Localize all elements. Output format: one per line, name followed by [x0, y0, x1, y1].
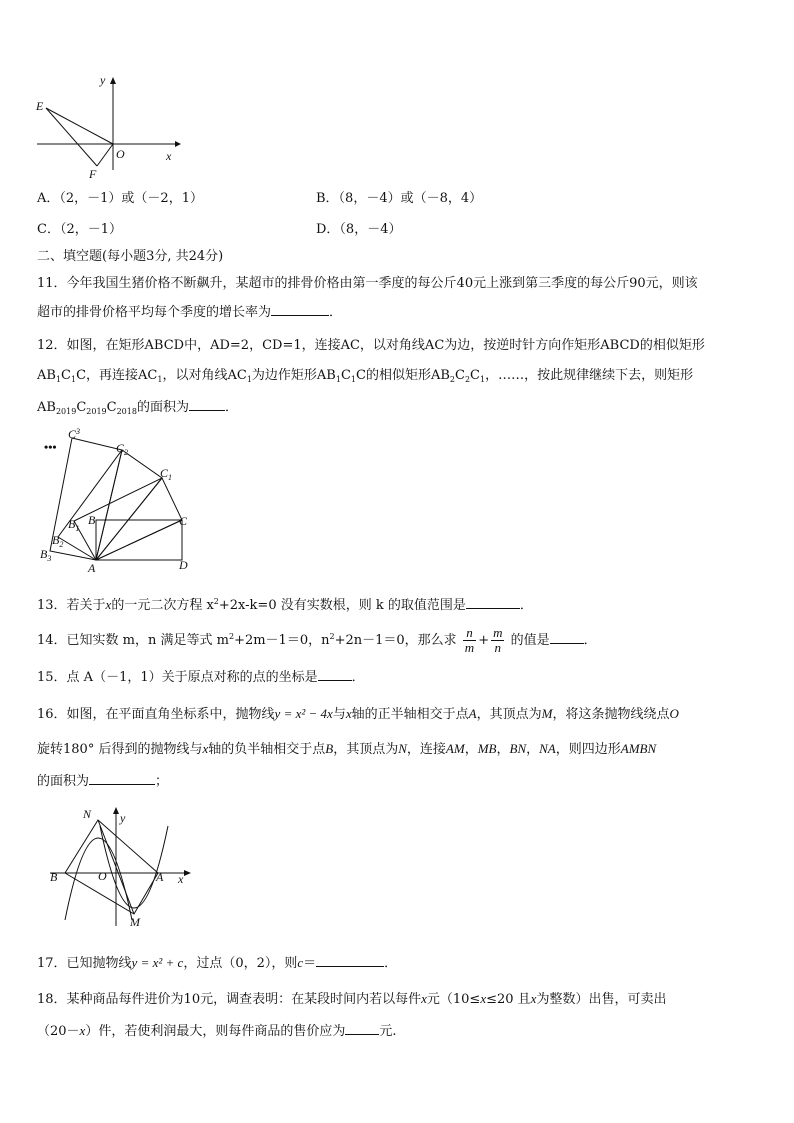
plus-sign: +: [478, 633, 490, 648]
q10-option-b: B．（8，－4）或（－8，4）: [316, 191, 483, 206]
q15-t: 15．点 A（－1，1）关于原点对称的点的坐标是: [37, 670, 318, 685]
q16-t: 16．如图，在平面直角坐标系中，抛物线: [37, 707, 275, 722]
q12-t: C: [61, 368, 71, 383]
q13-t: 的一元二次方程 x: [111, 598, 214, 613]
label-x: x: [166, 149, 172, 163]
label-y: y: [100, 73, 106, 87]
segment-fo: [97, 144, 113, 166]
segment-ef: [46, 108, 97, 166]
q18-end: 元.: [379, 1024, 397, 1039]
q17-var: c: [297, 955, 304, 970]
q14-t: 14．已知实数 m，n 满足等式 m: [37, 633, 229, 648]
q18-answer-blank: [345, 1022, 379, 1035]
q16-t: ，其顶点为: [333, 742, 399, 757]
figure-q10-coordinate: [30, 72, 190, 182]
label-a: A: [156, 870, 164, 884]
q11-end: ．: [329, 305, 343, 320]
ellipsis-dots: •••: [44, 440, 57, 454]
figure-q16-parabolas: [44, 802, 204, 930]
q12-t: C: [470, 368, 480, 383]
q12-sub: 1: [71, 375, 77, 384]
q11-text: 超市的排骨价格平均每个季度的增长率为: [37, 305, 272, 320]
label-c: C: [179, 514, 188, 528]
q12-sub: 2: [464, 375, 471, 384]
q18-line-1: [37, 988, 666, 1007]
q16-t: 轴的正半轴相交于点: [351, 707, 469, 722]
label-o: O: [98, 869, 107, 883]
q12-line-3: [37, 396, 238, 416]
q12-sub: 1: [335, 375, 341, 384]
q18-line-2: [37, 1020, 396, 1039]
label-c2-sub: 2: [124, 448, 129, 457]
q12-sub: 1: [480, 375, 486, 384]
figure-q12-similar-rectangles: [36, 424, 206, 574]
q16-t: ，其顶点为: [476, 707, 542, 722]
label-c1-sub: 1: [168, 473, 173, 482]
q16-var: B: [325, 741, 334, 756]
q18-t: 18．某种商品每件进价为10元，调查表明：在某段时间内若以每件: [37, 992, 422, 1007]
frac-num: n: [463, 626, 476, 641]
q16-expr: y = x² − 4x: [274, 706, 333, 721]
q18-t: ≤20 且: [486, 992, 531, 1007]
q11-line-1: 11．今年我国生猪价格不断飙升，某超市的排骨价格由第一季度的每公斤40元上涨到第三季度的每公斤90元，则该: [37, 276, 698, 291]
q11-answer-blank: [271, 303, 329, 316]
q12-t: AB: [37, 368, 56, 383]
label-c3: [68, 427, 80, 441]
q16-var: N: [398, 741, 407, 756]
q14-t: 的值是: [510, 633, 550, 648]
q16-var: AM: [445, 741, 465, 756]
q16-var: BN: [509, 741, 527, 756]
section-title: 二、填空题(每小题3分, 共24分): [37, 249, 224, 264]
label-b3-main: B: [40, 547, 48, 561]
q18-var: x: [480, 991, 487, 1006]
q12-t: 为边作矩形AB: [251, 368, 336, 383]
q16-t: ，连接: [406, 742, 446, 757]
label-c3-sub: 3: [76, 427, 81, 436]
label-c2-main: C: [116, 441, 125, 455]
q13-sup: 2: [213, 597, 219, 606]
q12-t: C的相似矩形AB: [356, 368, 450, 383]
q13-var: x: [105, 597, 112, 612]
label-c3-main: C: [68, 427, 77, 441]
quadrilateral-ambn: [65, 820, 158, 914]
q12-sub: 2: [449, 375, 455, 384]
q16-var: M: [541, 706, 553, 721]
q15-line: [37, 666, 365, 685]
label-f: F: [89, 167, 97, 181]
q12-sub: 1: [55, 375, 62, 384]
label-b: B: [88, 513, 96, 527]
q16-line-2: [37, 738, 656, 757]
q12-t: ，以对角线AC: [162, 368, 247, 383]
q11-line-2: [37, 301, 342, 320]
q16-t: 旋转180° 后得到的抛物线与: [37, 742, 203, 757]
q14-t: +2n－1＝0，那么求: [334, 633, 457, 648]
label-o: O: [116, 147, 125, 161]
q18-var: x: [421, 991, 427, 1006]
q16-line-1: [37, 703, 679, 722]
q16-var: NA: [539, 741, 556, 756]
label-b2-main: B: [52, 533, 60, 547]
q14-end: ．: [583, 633, 597, 648]
q16-var: MB: [477, 741, 497, 756]
q10-option-d: D．（8，－4）: [316, 222, 402, 237]
label-c2: [116, 441, 128, 457]
q17-end: ．: [384, 956, 398, 971]
q18-t: 元（10≤: [426, 992, 481, 1007]
q12-sub: 1: [157, 375, 163, 384]
q16-var: x: [345, 706, 352, 721]
q12-sub: 2018: [116, 407, 137, 416]
q18-t: ）件，若使利润最大，则每件商品的售价应为: [85, 1024, 346, 1039]
q15-answer-blank: [318, 668, 352, 681]
q16-t: 轴的负半轴相交于点: [208, 742, 326, 757]
rect-ab2c2c1: [58, 450, 162, 560]
q10-option-a: A．（2，－1）或（－2，1）: [37, 191, 203, 206]
x-axis-arrow: [175, 141, 181, 147]
fraction-n-over-m: [463, 626, 476, 655]
q16-var: AMBN: [620, 741, 657, 756]
frac-num: m: [493, 625, 503, 640]
label-d: D: [179, 558, 188, 572]
q18-t: （20－: [37, 1024, 80, 1039]
q12-t: AB: [37, 400, 56, 415]
q16-line-3: [37, 770, 168, 789]
q15-end: ．: [351, 670, 365, 685]
q13-end: ．: [519, 598, 533, 613]
label-b2: [52, 533, 63, 549]
q14-t: +2m－1＝0，n: [234, 633, 330, 648]
q17-expr: y = x² + c: [131, 955, 184, 970]
y-axis-arrow: [110, 77, 116, 84]
q12-sub: 1: [350, 375, 357, 384]
q16-t: ，: [464, 742, 478, 757]
segment-eo: [46, 108, 113, 144]
q14-sup: 2: [228, 632, 235, 641]
label-a: A: [88, 561, 96, 574]
parabola-original: [100, 826, 168, 908]
q16-var: A: [468, 706, 477, 721]
frac-den: m: [464, 640, 475, 655]
label-b1-sub: 1: [75, 524, 80, 533]
q16-end: ；: [155, 774, 169, 789]
q17-t: ＝: [303, 956, 317, 971]
label-b2-sub: 2: [59, 540, 64, 549]
q16-var: O: [669, 706, 679, 721]
q13-t: +2x-k=0 没有实数根，则 k 的取值范围是: [218, 598, 466, 613]
label-b3: [40, 547, 51, 563]
q18-var: x: [530, 991, 537, 1006]
q12-t: C: [76, 400, 87, 415]
q12-sub: 2019: [86, 407, 107, 416]
q14-line: [37, 620, 597, 654]
q18-var: x: [79, 1023, 86, 1038]
q13-t: 13．若关于: [37, 598, 106, 613]
q12-end: ．: [224, 400, 238, 415]
q16-t: ，将这条抛物线绕点: [552, 707, 670, 722]
q12-sub: 1: [246, 375, 252, 384]
q12-t: C，再连接AC: [76, 368, 158, 383]
label-b3-sub: 3: [47, 554, 52, 563]
q12-t: C: [340, 368, 351, 383]
q18-t: 为整数）出售，可卖出: [536, 992, 667, 1007]
y-axis-arrow: [113, 807, 119, 814]
q17-line: [37, 952, 397, 971]
label-m: M: [130, 915, 140, 929]
q12-line-2: [37, 364, 693, 384]
q16-t: ，则四边形: [555, 742, 621, 757]
q16-answer-blank: [89, 772, 155, 785]
label-y: y: [120, 811, 126, 825]
q16-var: x: [202, 741, 209, 756]
q13-line: [37, 594, 533, 613]
q17-t: ，过点（0，2），则: [183, 956, 298, 971]
q12-sub: 2019: [55, 407, 77, 416]
label-x: x: [178, 872, 184, 886]
q12-t: 的面积为: [136, 400, 189, 415]
q16-t: 与: [332, 707, 346, 722]
x-axis-arrow: [184, 870, 191, 876]
q14-sup: 2: [329, 632, 335, 641]
q12-answer-blank: [189, 398, 225, 411]
frac-den: n: [494, 640, 502, 655]
q17-answer-blank: [316, 954, 384, 967]
q16-t: ，: [496, 742, 510, 757]
fraction-m-over-n: [491, 626, 504, 655]
q13-answer-blank: [466, 596, 520, 609]
q17-t: 17．已知抛物线: [37, 956, 132, 971]
q12-t: ，……，按此规律继续下去，则矩形: [485, 368, 694, 383]
q16-t: 的面积为: [37, 774, 90, 789]
q12-t: C: [106, 400, 117, 415]
q14-answer-blank: [550, 631, 584, 644]
q12-line-1: 12．如图，在矩形ABCD中，AD=2，CD=1，连接AC，以对角线AC为边，按逆时针方向作矩形ABCD的相似矩形: [37, 338, 705, 353]
label-b1-main: B: [68, 517, 76, 531]
label-b: B: [50, 870, 58, 884]
q10-option-c: C．（2，－1）: [37, 222, 122, 237]
q16-t: ，: [526, 742, 540, 757]
label-c1: [160, 466, 172, 482]
label-e: E: [36, 99, 44, 113]
label-n: N: [83, 807, 92, 821]
label-c1-main: C: [160, 466, 169, 480]
q12-t: C: [455, 368, 465, 383]
